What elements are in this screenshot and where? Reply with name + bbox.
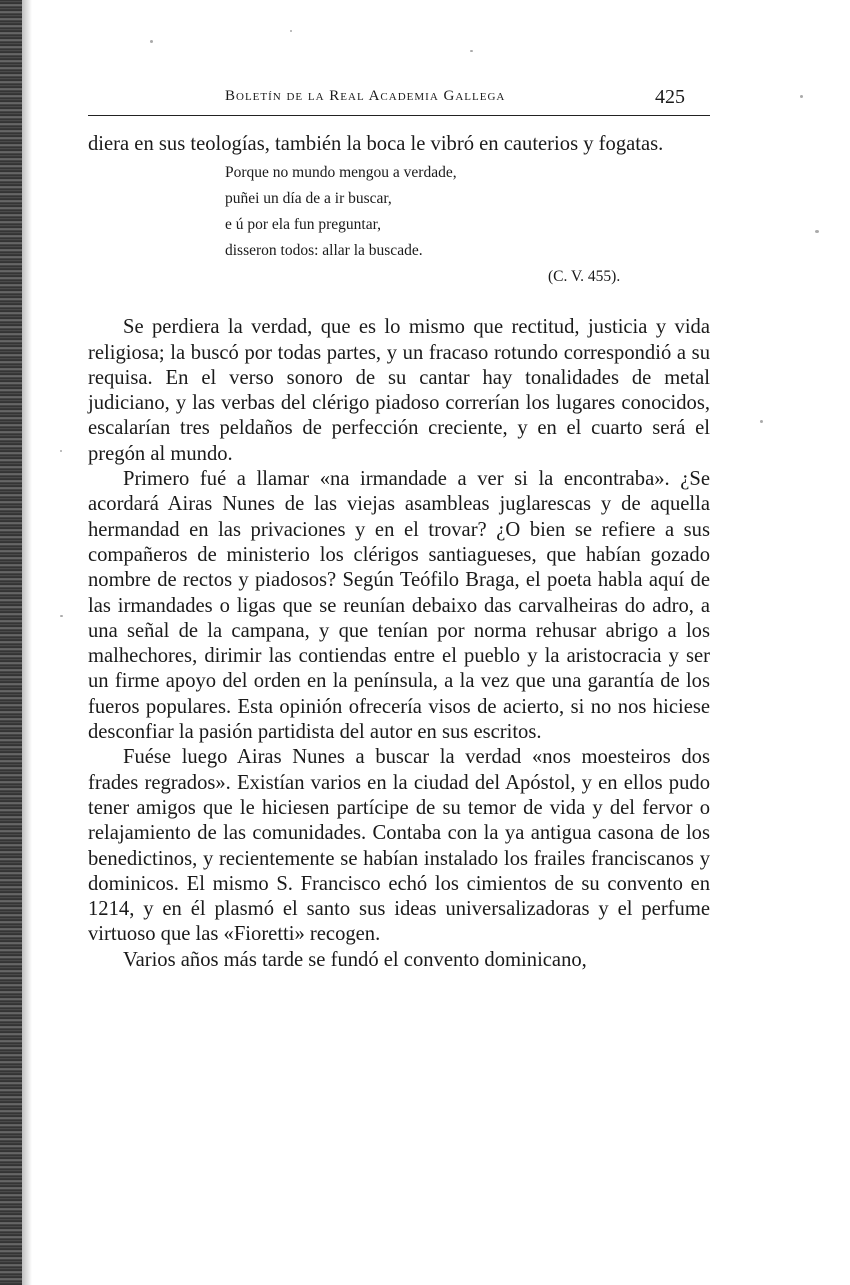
running-title: Boletín de la Real Academia Gallega [225, 88, 506, 104]
print-speck [815, 230, 819, 233]
paragraph: Fuése luego Airas Nunes a buscar la verdad «nos moesteiros dos frades regrados». Existían varios en la ciudad del Apóstol, y en ellos pudo tener amigos que le hiciesen partícipe de su temor de vida y del fervor o relajamiento de las comunidades. Contaba con la ya antigua casona de los benedictinos, y recientemente se habían instalado los frailes franciscanos y dominicos. El mismo S. Francisco echó los cimientos de su convento en 1214, y en él plasmó el santo sus ideas universalizadoras y el perfume virtuoso que las «Fioretti» recogen. [88, 746, 710, 946]
verse-citation: (C. V. 455). [548, 268, 621, 286]
page-header [225, 88, 715, 112]
print-speck [290, 30, 292, 32]
print-speck [800, 95, 803, 98]
print-speck [150, 40, 153, 43]
paragraph: Varios años más tarde se fundó el convento dominicano, [123, 948, 587, 971]
verse-line: puñei un día de a ir buscar, [225, 190, 392, 208]
book-binding-edge [0, 0, 22, 1285]
body-text [88, 132, 710, 973]
opening-lines: diera en sus teologías, también la boca le vibró en cauterios y fogatas. [88, 133, 664, 155]
page-number: 425 [655, 86, 685, 108]
verse-line: disseron todos: allar la buscade. [225, 242, 423, 260]
print-speck [760, 420, 763, 423]
verse-quotation [88, 163, 710, 286]
binding-shadow [22, 0, 32, 1285]
print-speck [470, 50, 473, 52]
paragraph: Primero fué a llamar «na irmandade a ver si la encontraba». ¿Se acordará Airas Nunes de las viejas asambleas juglarescas y de aquella hermandad en las privaciones y en el trovar? ¿O bien se refiere a sus compañeros de ministerio los clérigos santiagueses, que habían gozado nombre de rectos y piadosos? Según Teófilo Braga, el poeta habla aquí de las irmandades o ligas que se reunían debaixo das carvalheiras do adro, a una señal de la campana, y que tenían por norma rehusar abrigo a los malhechores, dirimir las contiendas entre el pueblo y la aristocracia y ser un firme apoyo del orden en la península, a la vez que una garantía de los fueros populares. Esta opinión ofrecería visos de acierto, si no nos hiciese desconfiar la pasión partidista del autor en sus escritos. [88, 468, 710, 744]
verse-line: e ú por ela fun preguntar, [225, 216, 382, 234]
paragraph: Se perdiera la verdad, que es lo mismo que rectitud, justicia y vida religiosa; la buscó por todas partes, y un fracaso rotundo correspondió a su requisa. En el verso sonoro de su cantar hay tonalidades de metal judiciano, y las verbas del clérigo piadoso correrían los lugares conocidos, escalarían tres peldaños de perfección creciente, y en el cuarto será el pregón al mundo. [88, 316, 710, 465]
print-speck [60, 450, 62, 452]
header-rule [88, 115, 710, 116]
verse-line: Porque no mundo mengou a verdade, [225, 164, 457, 182]
print-speck [60, 615, 63, 617]
